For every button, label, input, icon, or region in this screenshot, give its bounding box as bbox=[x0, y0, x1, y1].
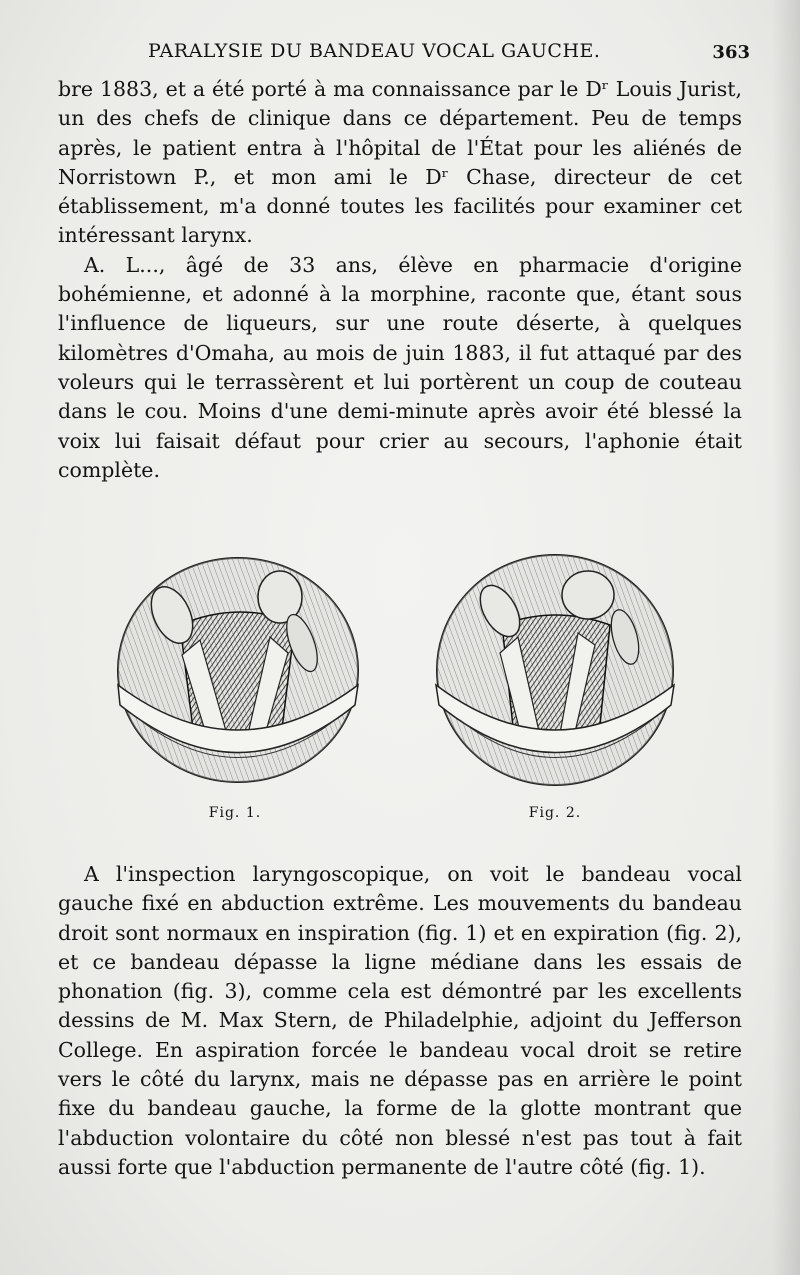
text-block-top bbox=[58, 75, 742, 485]
text-block-bottom bbox=[58, 860, 742, 1182]
larynx-illustration-inspiration bbox=[110, 545, 360, 795]
page-number: 363 bbox=[712, 42, 750, 63]
page-edge-shadow bbox=[772, 0, 800, 1275]
paragraph-case-history: A. L..., âgé de 33 ans, élève en pharmacie d'origine bohémienne, et adonné à la morphine, raconte que, étant sous l'influence de liqueurs, sur une route déserte, à quelques kilomètres d'Omaha, au mois de juin 1883, il fut attaqué par des voleurs qui le terrassèrent et lui portèrent un coup de couteau dans le cou. Moins d'une demi-minute après avoir été blessé la voix lui faisait défaut pour crier au secours, l'aphonie était complète. bbox=[58, 252, 742, 482]
figure-2-caption: Fig. 2. bbox=[528, 805, 582, 821]
figure-1 bbox=[110, 545, 360, 830]
running-head bbox=[60, 40, 750, 70]
figures-row bbox=[100, 545, 700, 830]
figure-1-caption: Fig. 1. bbox=[208, 805, 262, 821]
paragraph-continuation: bre 1883, et a été porté à ma connaissance par le Dʳ Louis Jurist, un des chefs de clinique dans ce département. Peu de temps après, le patient entra à l'hôpital de l'État pour les aliénés de Norristown P., et mon ami le Dʳ Chase, directeur de cet établissement, m'a donné toutes les facilités pour examiner cet intéressant larynx. bbox=[58, 77, 742, 248]
running-head-title: PARALYSIE DU BANDEAU VOCAL GAUCHE. bbox=[148, 40, 601, 62]
larynx-illustration-expiration bbox=[430, 545, 680, 795]
paragraph-laryngoscopy: A l'inspection laryngoscopique, on voit le bandeau vocal gauche fixé en abduction extrême. Les mouvements du bandeau droit sont normaux en inspiration (fig. 1) et en expiration (fig. 2), et ce bandeau dépasse la ligne médiane dans les essais de phonation (fig. 3), comme cela est démontré par les excellents dessins de M. Max Stern, de Philadelphie, adjoint du Jefferson College. En aspiration forcée le bandeau vocal droit se retire vers le côté du larynx, mais ne dépasse pas en arrière le point fixe du bandeau gauche, la forme de la glotte montrant que l'abduction volontaire du côté non blessé n'est pas tout à fait aussi forte que l'abduction permanente de l'autre côté (fig. 1). bbox=[58, 862, 742, 1179]
figure-2 bbox=[430, 545, 680, 830]
